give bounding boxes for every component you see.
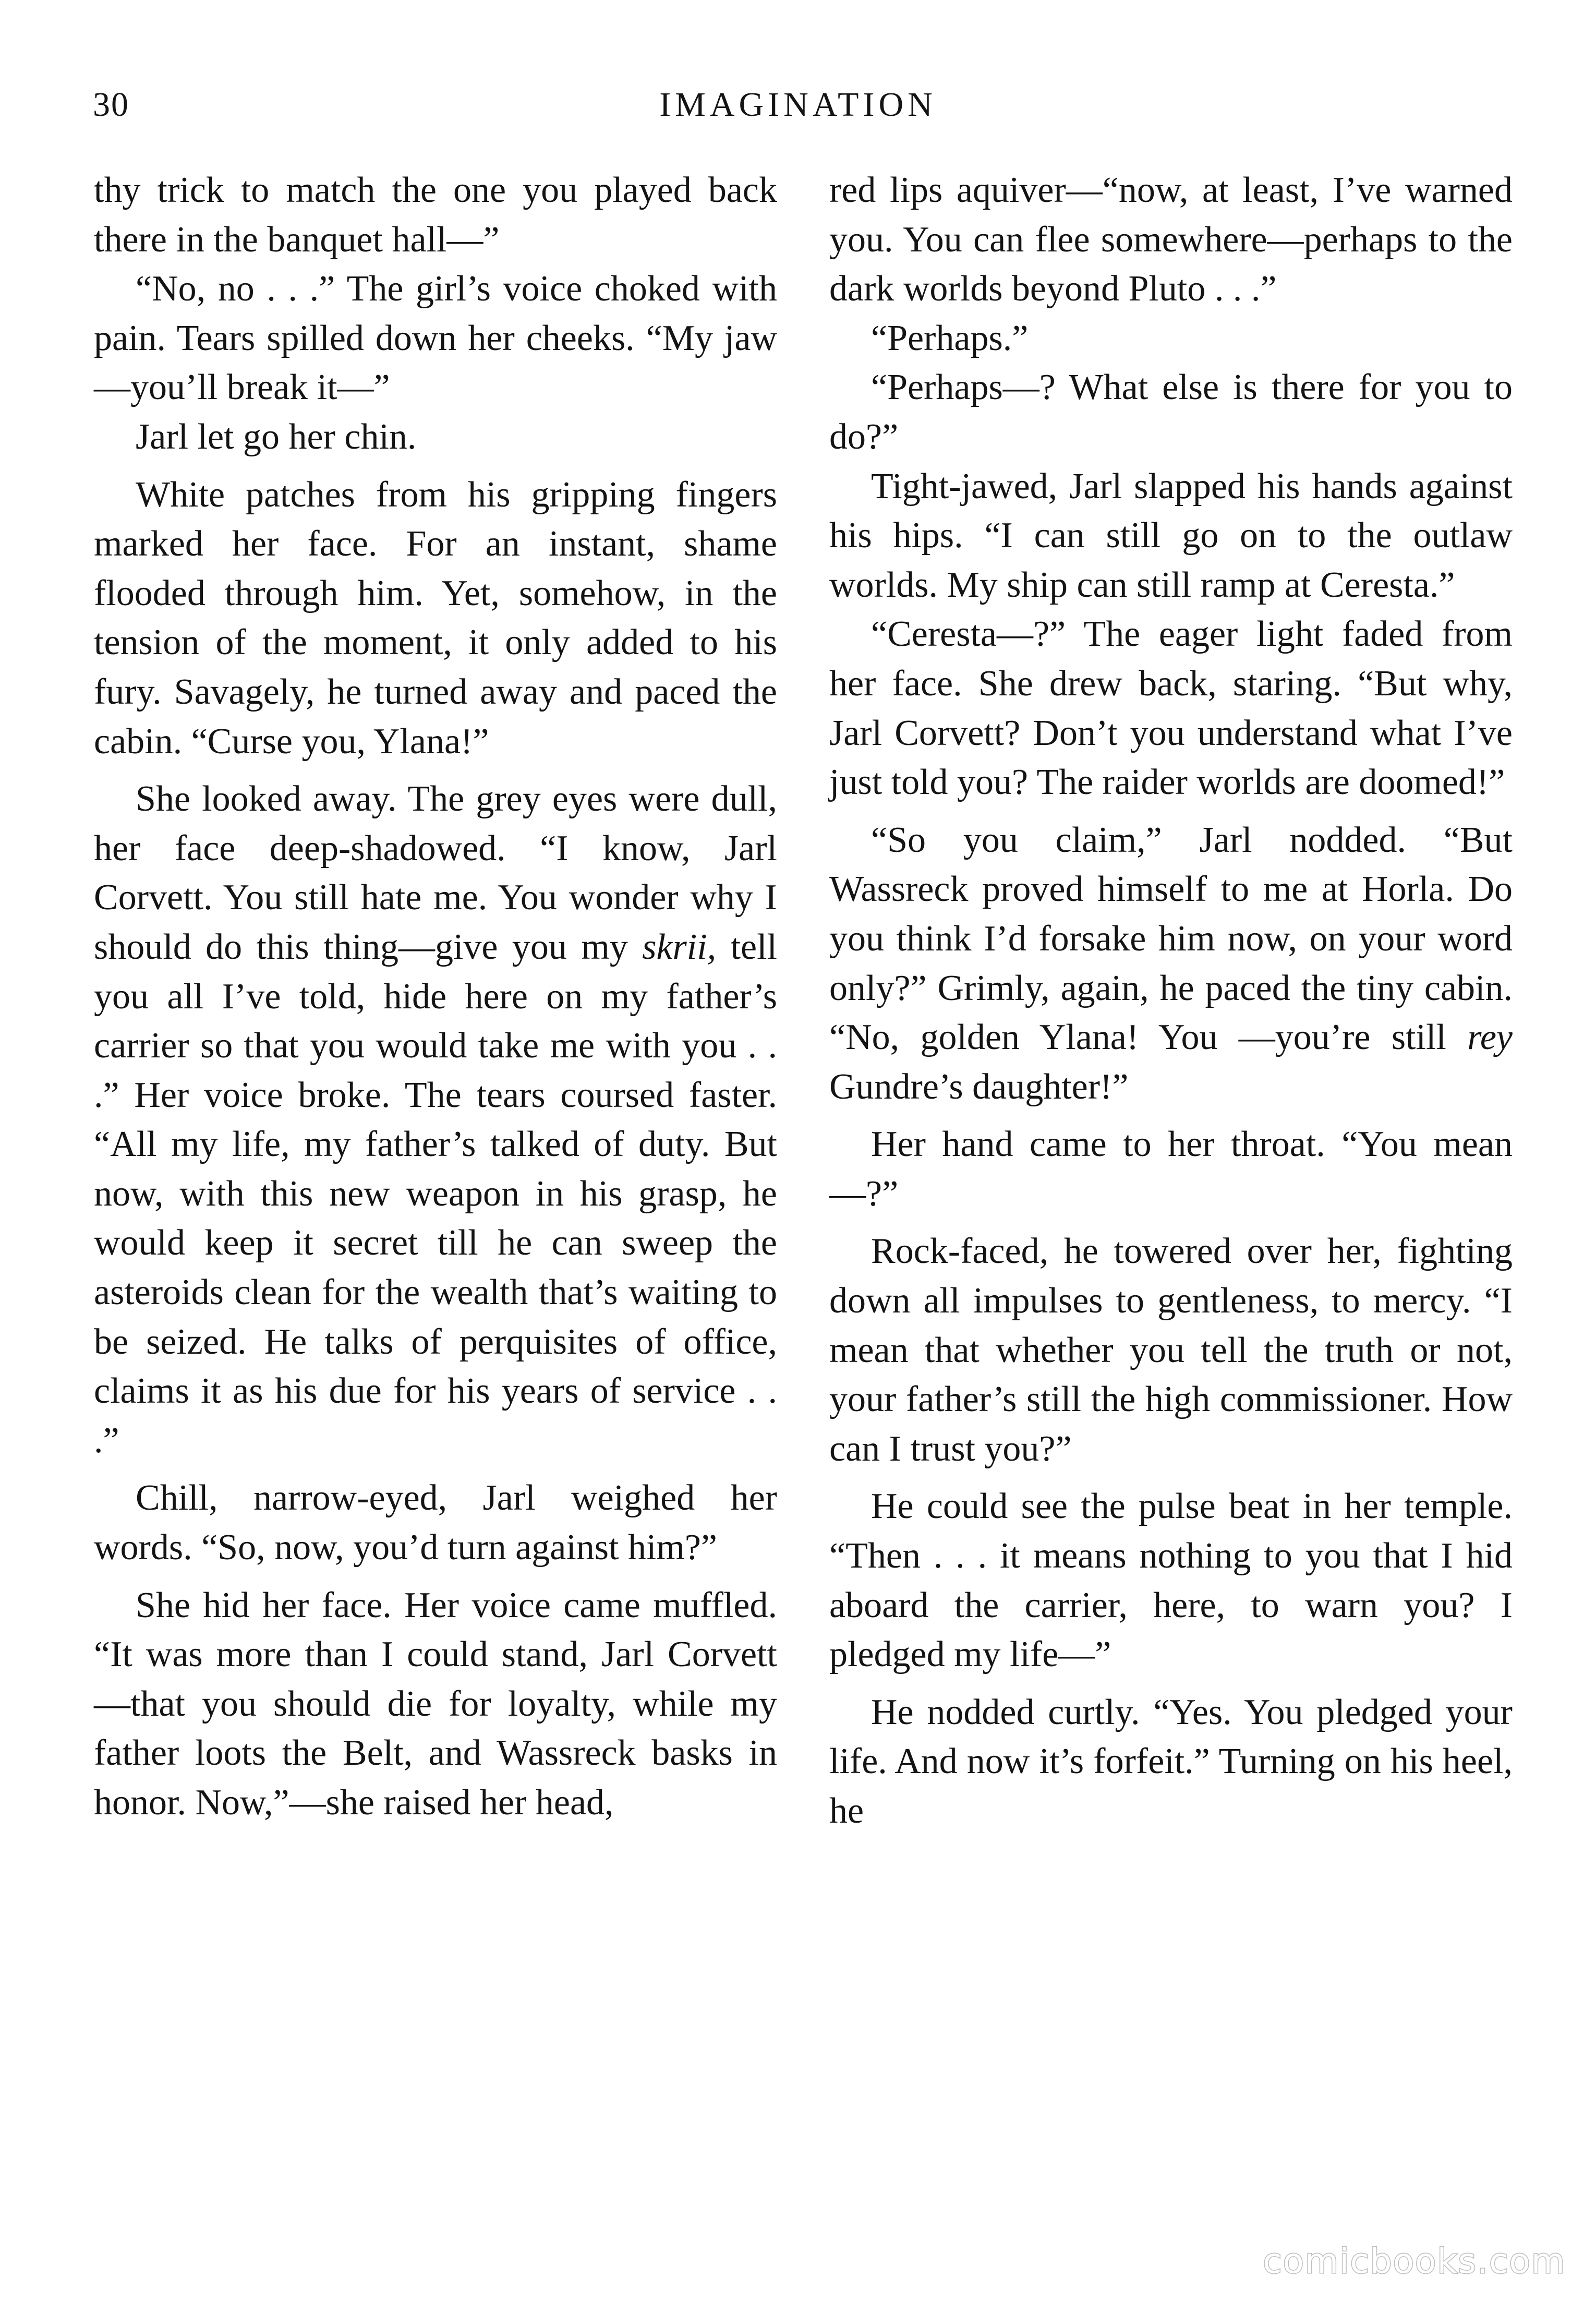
paragraph: “Perhaps.” [871,318,1029,358]
paragraph: Rock-faced, he towered over her, fighting down all impulses to gentleness, to mercy. “I mean that whether you tell the truth or not, your father’s still the high commissioner. How can I trust you?” [829,1231,1513,1469]
paragraph [829,816,1513,1112]
right-column [829,166,1513,1836]
left-column [94,166,777,1828]
paragraph-text: She looked away. The grey eyes were dull, her face deep-shadowed. “I know, Jarl Corvett. You still hate me. You wonder why I should do this thing—give you my [94,779,777,967]
italic-word: skrii, [642,926,717,967]
italic-word: rey [1467,1017,1513,1058]
paragraph: Jarl let go her chin. [136,416,417,457]
watermark: comicbooks.com [1263,2241,1566,2281]
paragraph: Chill, narrow-eyed, Jarl weighed her words. “So, now, you’d turn against him?” [94,1478,777,1568]
paragraph [94,775,777,1465]
paragraph: Tight-jawed, Jarl slapped his hands against his hips. “I can still go on to the outlaw worlds. My ship can still ramp at Ceresta.” [829,466,1513,605]
paragraph: White patches from his gripping fingers marked her face. For an instant, shame flooded through him. Yet, somehow, in the tension of the moment, it only added to his fury. Savagely, he turned away and paced the cabin. “Curse you, Ylana!” [94,474,777,762]
paragraph: thy trick to match the one you played back there in the banquet hall—” [94,170,777,260]
running-head: IMAGINATION [659,86,937,124]
paragraph-text: Gundre’s daughter!” [829,1066,1129,1107]
paragraph: Her hand came to her throat. “You mean—?” [829,1124,1513,1214]
paragraph: “Ceresta—?” The eager light faded from her face. She drew back, staring. “But why, Jarl Corvett? Don’t you understand what I’ve just told you? The raider worlds are doomed!” [829,614,1513,803]
paragraph: He could see the pulse beat in her temple. “Then . . . it means nothing to you that I hid aboard the carrier, here, to warn you? I pledged my life—” [829,1486,1513,1675]
paragraph: She hid her face. Her voice came muffled. “It was more than I could stand, Jarl Corvett—that you should die for loyalty, while my father loots the Belt, and Wassreck basks in honor. Now,”—she raised her head, [94,1585,777,1823]
paragraph-text: “So you claim,” Jarl nodded. “But Wassreck proved himself to me at Horla. Do you think I’d forsake him now, on your word only?” Grimly, again, he paced the tiny cabin. “No, golden Ylana! You —you’re still [829,820,1513,1058]
paragraph: red lips aquiver—“now, at least, I’ve warned you. You can flee somewhere—perhaps to the dark worlds beyond Pluto . . .” [829,170,1513,309]
page-number: 30 [93,86,129,124]
paragraph: “Perhaps—? What else is there for you to do?” [829,367,1513,457]
paragraph-text: tell you all I’ve told, hide here on my father’s carrier so that you would take me with you . . .” Her voice broke. The tears coursed faster. “All my life, my father’s talked of duty. But now, with this new weapon in his grasp, he would keep it secret till he can sweep the asteroids clean for the wealth that’s waiting to be seized. He talks of perquisites of office, claims it as his due for his years of service . . .” [94,926,777,1461]
paragraph: He nodded curtly. “Yes. You pledged your life. And now it’s forfeit.” Turning on his heel, he [829,1692,1513,1831]
paragraph: “No, no . . .” The girl’s voice choked with pain. Tears spilled down her cheeks. “My jaw—you’ll break it—” [94,269,777,408]
